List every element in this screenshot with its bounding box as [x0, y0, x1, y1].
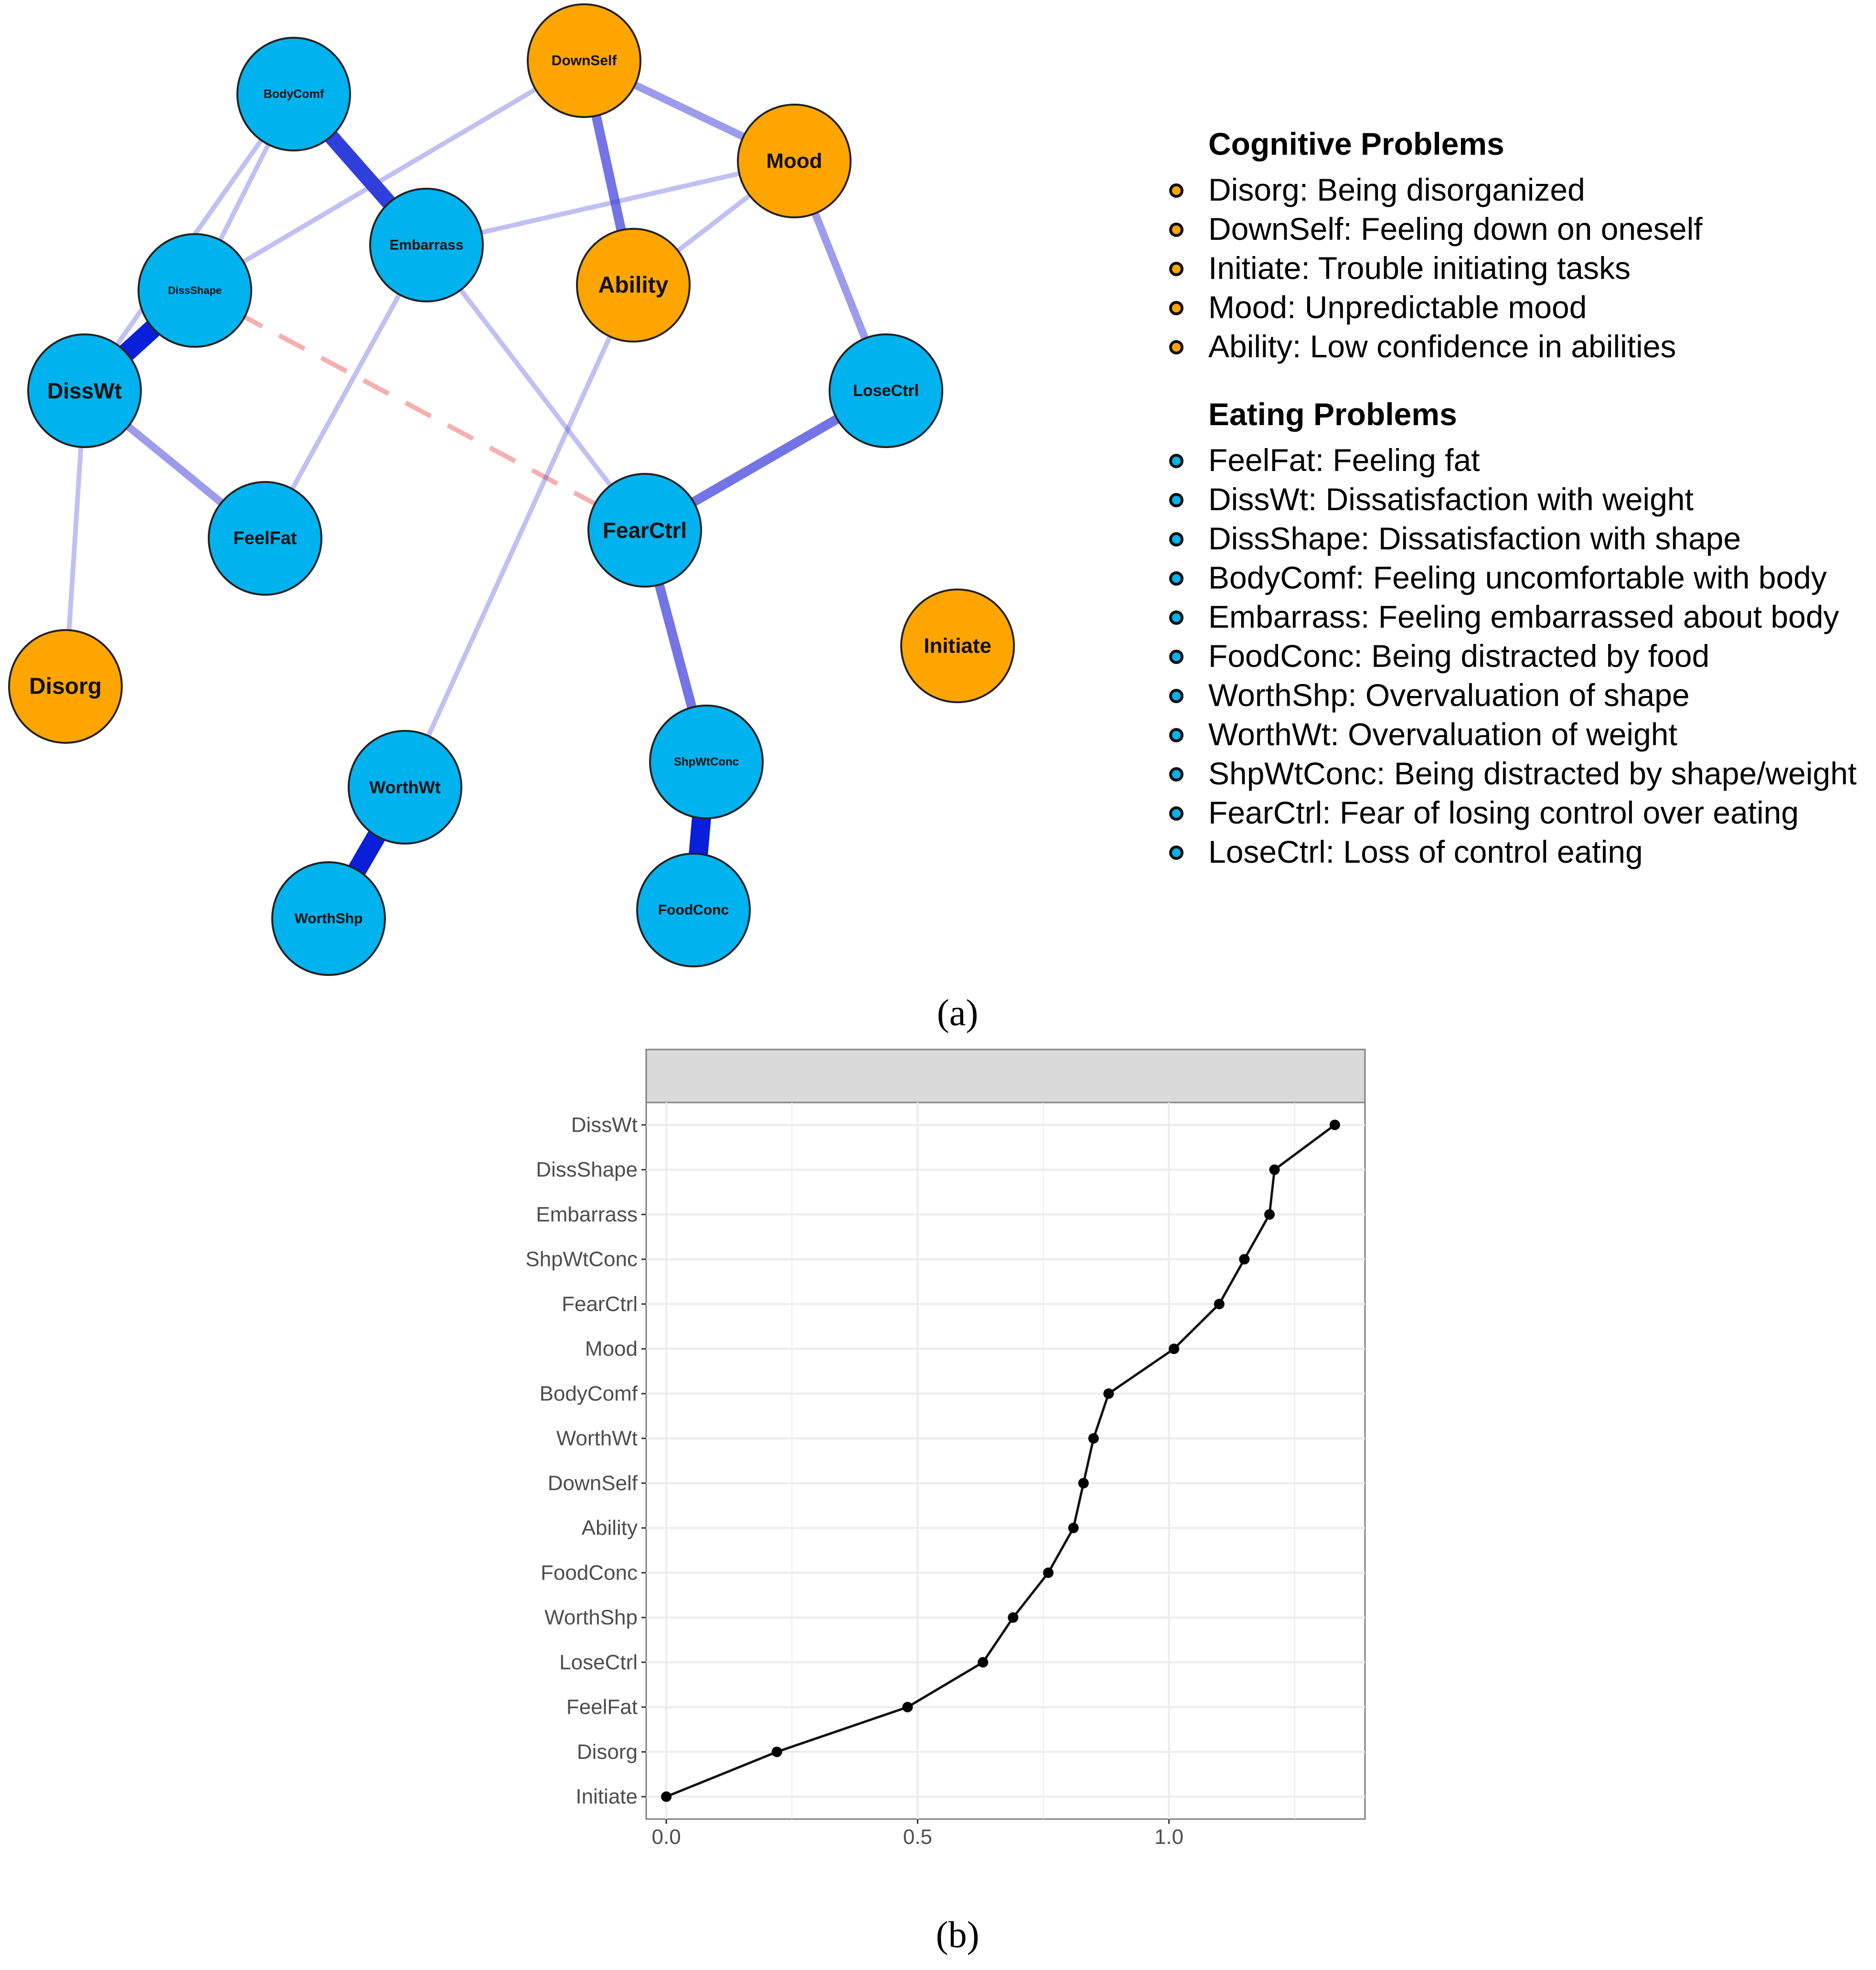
- x-tick-label: 0.5: [903, 1825, 932, 1849]
- node-feelfat: [209, 482, 321, 595]
- data-point-worthwt: [1088, 1433, 1099, 1444]
- legend-item: [1156, 597, 1872, 636]
- node-label: Disorg: [29, 674, 102, 699]
- node-shpwtconc: [650, 706, 763, 818]
- legend-dot-icon: [1169, 689, 1183, 703]
- node-disswt: [28, 334, 141, 447]
- data-point-ability: [1068, 1523, 1079, 1533]
- y-tick-label: Embarrass: [536, 1202, 638, 1226]
- node-label: Embarrass: [389, 237, 464, 253]
- legend-dot-icon: [1169, 610, 1183, 625]
- legend-item-label: DissShape: Dissatisfaction with shape: [1208, 521, 1741, 556]
- node-mood: [738, 105, 851, 217]
- legend-item: [1156, 480, 1872, 519]
- node-bodycomf: [237, 38, 350, 150]
- legend-eating-list: [1156, 440, 1872, 871]
- data-point-downself: [1078, 1478, 1089, 1488]
- legend-item-label: ShpWtConc: Being distracted by shape/weight: [1208, 756, 1857, 791]
- legend-dot-icon: [1169, 340, 1183, 354]
- node-label: FeelFat: [233, 528, 297, 548]
- legend-dot-icon: [1169, 454, 1183, 468]
- legend-dot-icon: [1169, 262, 1183, 276]
- legend-item: [1156, 170, 1872, 209]
- legend-item-label: Initiate: Trouble initiating tasks: [1208, 250, 1631, 286]
- x-tick-label: 0.0: [651, 1825, 681, 1849]
- node-label: WorthWt: [369, 777, 441, 797]
- legend-dot-icon: [1169, 846, 1183, 860]
- legend-item-label: DownSelf: Feeling down on oneself: [1208, 211, 1703, 246]
- legend-item: [1156, 793, 1872, 832]
- legend-item-label: LoseCtrl: Loss of control eating: [1208, 834, 1643, 869]
- y-tick-label: DissWt: [571, 1113, 638, 1137]
- legend-dot-icon: [1169, 183, 1183, 198]
- y-tick-label: WorthWt: [556, 1426, 638, 1450]
- node-label: Ability: [598, 272, 669, 298]
- node-label: FearCtrl: [602, 518, 687, 543]
- legend-item-label: FearCtrl: Fear of losing control over eating: [1208, 795, 1799, 830]
- legend-dot-icon: [1169, 493, 1183, 507]
- legend: [1156, 124, 1872, 871]
- centrality-chart: [516, 1037, 1390, 1911]
- node-initiate: [901, 589, 1014, 702]
- legend-item-label: Embarrass: Feeling embarrassed about body: [1208, 599, 1839, 634]
- legend-dot-icon: [1169, 532, 1183, 546]
- node-layer: [9, 4, 1014, 975]
- y-tick-label: Ability: [581, 1516, 638, 1540]
- y-tick-label: LoseCtrl: [559, 1650, 638, 1674]
- node-label: ShpWtConc: [674, 755, 739, 769]
- legend-item-label: WorthShp: Overvaluation of shape: [1208, 677, 1690, 713]
- node-ability: [577, 229, 690, 342]
- node-worthwt: [349, 731, 461, 844]
- node-label: Mood: [766, 149, 822, 173]
- panel-a-label: (a): [937, 992, 979, 1033]
- legend-eating-title: Eating Problems: [1208, 396, 1457, 432]
- node-label: WorthShp: [294, 910, 363, 927]
- chart-svg: [516, 1037, 1390, 1911]
- legend-item-label: FeelFat: Feeling fat: [1208, 442, 1480, 478]
- legend-item: [1156, 715, 1872, 754]
- data-point-worthshp: [1008, 1612, 1018, 1623]
- legend-item-label: BodyComf: Feeling uncomfortable with body: [1208, 560, 1827, 595]
- y-tick-label: BodyComf: [539, 1381, 638, 1405]
- legend-item-label: WorthWt: Overvaluation of weight: [1208, 717, 1677, 752]
- legend-dot-icon: [1169, 650, 1183, 664]
- legend-item-label: FoodConc: Being distracted by food: [1208, 638, 1710, 674]
- x-tick-label: 1.0: [1154, 1825, 1184, 1849]
- node-foodconc: [637, 854, 750, 966]
- legend-item: [1156, 675, 1872, 715]
- legend-item: [1156, 754, 1872, 793]
- legend-item-label: Disorg: Being disorganized: [1208, 172, 1585, 207]
- data-point-disorg: [772, 1746, 782, 1757]
- legend-item: [1156, 636, 1872, 675]
- legend-dot-icon: [1169, 571, 1183, 586]
- data-point-dissshape: [1269, 1165, 1280, 1175]
- y-tick-label: Mood: [585, 1337, 638, 1361]
- network-diagram: [0, 0, 1146, 979]
- node-downself: [528, 4, 640, 117]
- panel-b-label: (b): [936, 1914, 980, 1955]
- plot-area: [646, 1103, 1365, 1819]
- node-label: Initiate: [924, 634, 991, 658]
- legend-item: [1156, 832, 1872, 871]
- data-point-foodconc: [1043, 1567, 1054, 1578]
- y-tick-label: Disorg: [576, 1740, 638, 1764]
- network-svg: [0, 0, 1146, 979]
- node-label: DissWt: [47, 378, 122, 403]
- data-point-mood: [1169, 1344, 1179, 1354]
- y-tick-label: DownSelf: [547, 1471, 638, 1495]
- node-disorg: [9, 630, 122, 743]
- y-tick-label: FoodConc: [540, 1561, 638, 1585]
- node-label: BodyComf: [263, 87, 324, 101]
- legend-item: [1156, 440, 1872, 480]
- node-fearctrl: [588, 474, 701, 587]
- legend-item: [1156, 558, 1872, 597]
- y-tick-label: FearCtrl: [562, 1292, 638, 1316]
- legend-item: [1156, 248, 1872, 288]
- legend-gap: [1156, 366, 1872, 395]
- legend-cognitive-list: [1156, 170, 1872, 366]
- legend-item: [1156, 327, 1872, 366]
- legend-dot-icon: [1169, 806, 1183, 821]
- y-tick-label: Initiate: [576, 1785, 638, 1809]
- legend-item-label: Ability: Low confidence in abilities: [1208, 329, 1676, 364]
- legend-dot-icon: [1169, 767, 1183, 782]
- legend-dot-icon: [1169, 301, 1183, 315]
- node-embarrass: [370, 189, 483, 301]
- node-label: LoseCtrl: [853, 382, 919, 400]
- legend-item: [1156, 519, 1872, 558]
- legend-item: [1156, 209, 1872, 248]
- data-point-fearctrl: [1214, 1299, 1225, 1309]
- legend-item-label: DissWt: Dissatisfaction with weight: [1208, 482, 1694, 517]
- legend-dot-icon: [1169, 728, 1183, 742]
- y-tick-label: FeelFat: [566, 1695, 638, 1719]
- legend-item-label: Mood: Unpredictable mood: [1208, 289, 1587, 325]
- node-worthshp: [272, 862, 385, 975]
- legend-cognitive-title: Cognitive Problems: [1208, 126, 1504, 161]
- y-tick-label: WorthShp: [544, 1606, 638, 1629]
- node-dissshape: [139, 234, 251, 347]
- data-point-feelfat: [902, 1702, 913, 1713]
- facet-strip: [646, 1049, 1365, 1103]
- node-label: DownSelf: [551, 53, 617, 69]
- node-label: FoodConc: [658, 902, 729, 918]
- y-tick-label: DissShape: [536, 1158, 638, 1182]
- data-point-embarrass: [1264, 1209, 1275, 1220]
- data-point-initiate: [661, 1791, 672, 1802]
- data-point-shpwtconc: [1239, 1254, 1249, 1264]
- y-tick-label: ShpWtConc: [525, 1247, 638, 1271]
- data-point-bodycomf: [1103, 1388, 1114, 1399]
- legend-dot-icon: [1169, 223, 1183, 237]
- node-label: DissShape: [168, 284, 222, 297]
- data-point-losectrl: [978, 1657, 988, 1668]
- legend-item: [1156, 288, 1872, 327]
- data-point-disswt: [1330, 1120, 1340, 1130]
- node-losectrl: [830, 334, 942, 447]
